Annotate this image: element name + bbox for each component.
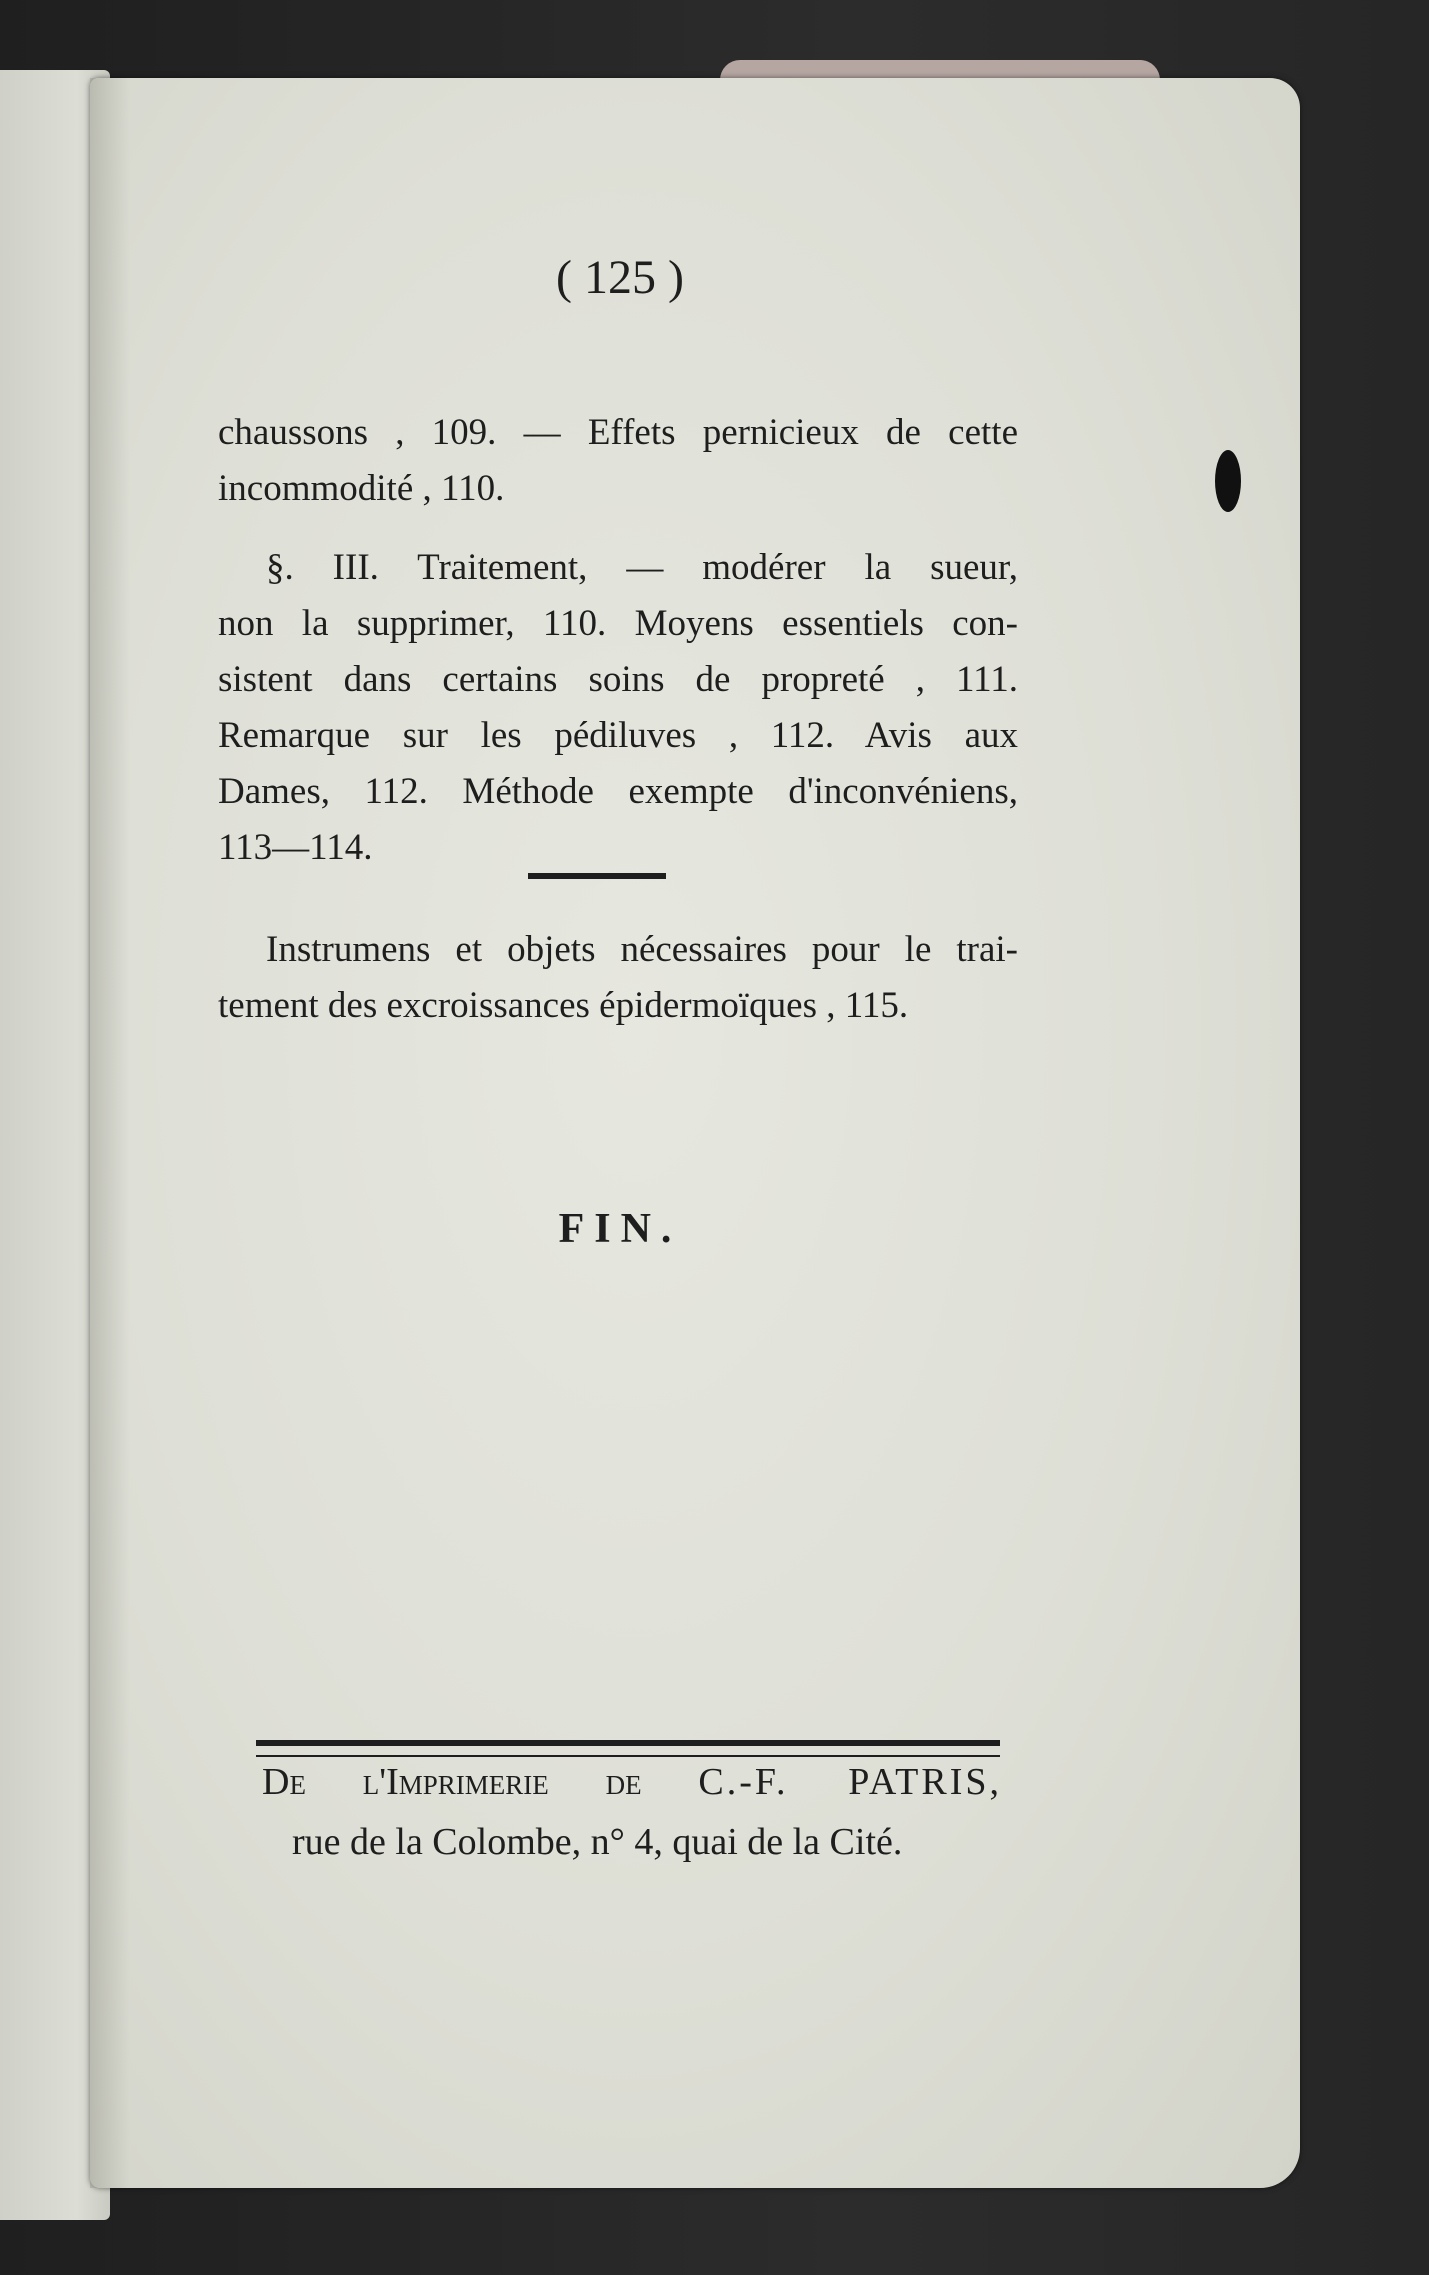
text-line: non la supprimer, 110. Moyens essentiels con- — [218, 603, 1018, 644]
paragraph-instrumens — [218, 922, 1018, 1034]
section-divider — [528, 873, 666, 879]
page-number: ( 125 ) — [556, 251, 684, 304]
text-line: §. III. Traitement, — modérer la sueur, — [266, 547, 1018, 588]
text-line: sistent dans certains soins de propreté , 111. — [218, 659, 1018, 700]
paragraph-chaussons — [218, 405, 1018, 517]
end-marker: FIN. — [558, 1206, 682, 1252]
paragraph-traitement — [218, 540, 1018, 876]
text-line: 113—114. — [218, 827, 373, 868]
text-line: Remarque sur les pédiluves , 112. Avis aux — [218, 715, 1018, 756]
page-gutter-shadow — [90, 78, 130, 2188]
text-line: chaussons , 109. — Effets pernicieux de cette — [218, 412, 1018, 453]
text-line: Dames, 112. Méthode exempte d'inconvéniens, — [218, 771, 1018, 812]
text-line: incommodité , 110. — [218, 468, 505, 509]
text-line: tement des excroissances épidermoïques , 115. — [218, 985, 909, 1026]
imprint-prefix: De l'Imprimerie de — [262, 1761, 642, 1803]
text-line: Instrumens et objets nécessaires pour le trai- — [266, 929, 1018, 970]
ink-blot — [1215, 450, 1241, 512]
imprint-address: rue de la Colombe, n° 4, quai de la Cité. — [292, 1821, 903, 1863]
imprint-printer-name: C.-F. PATRIS, — [698, 1761, 1002, 1803]
printer-imprint — [262, 1752, 1002, 1872]
